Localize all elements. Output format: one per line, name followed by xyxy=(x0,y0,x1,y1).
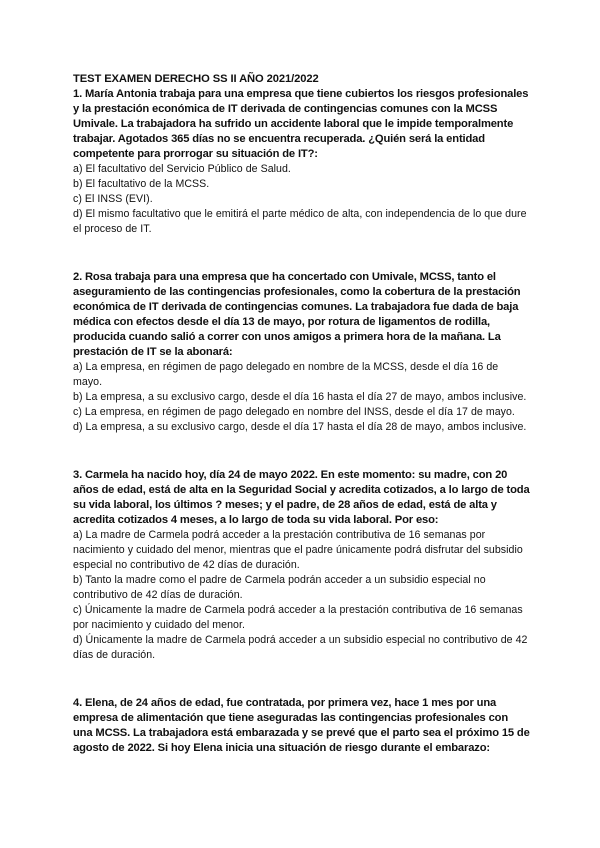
option-c: c) La empresa, en régimen de pago delegado en nombre del INSS, desde el día 17 de mayo. xyxy=(73,406,515,418)
option-b: b) El facultativo de la MCSS. xyxy=(73,178,210,190)
question-2 xyxy=(73,270,530,435)
option-c: c) El INSS (EVI). xyxy=(73,193,153,205)
question-text: 4. Elena, de 24 años de edad, fue contratada, por primera vez, hace 1 mes por una empresa de alimentación que tiene aseguradas las contingencias profesionales con una MCSS. La trabajadora está embarazada y se prevé que el parto sea el próximo 15 de agosto de 2022. Si hoy Elena inicia una situación de riesgo durante el embarazo: xyxy=(73,697,530,754)
option-d: d) El mismo facultativo que le emitirá el parte médico de alta, con independencia de lo que dure el proceso de IT. xyxy=(73,208,527,235)
option-b: b) La empresa, a su exclusivo cargo, desde el día 16 hasta el día 27 de mayo, ambos inclusive. xyxy=(73,391,527,403)
option-a: a) La empresa, en régimen de pago delegado en nombre de la MCSS, desde el día 16 de mayo. xyxy=(73,361,499,388)
exam-title: TEST EXAMEN DERECHO SS II AÑO 2021/2022 xyxy=(73,73,319,85)
option-a: a) La madre de Carmela podrá acceder a la prestación contributiva de 16 semanas por nacimiento y cuidado del menor, mientras que el padre únicamente podrá disfrutar del subsidio especial no contributivo de 42 días de duración. xyxy=(73,529,523,571)
question-text: 2. Rosa trabaja para una empresa que ha concertado con Umivale, MCSS, tanto el aseguramiento de las contingencias profesionales, como la cobertura de la prestación económica de IT derivada de contingencias comunes. La trabajadora fue dada de baja médica con efectos desde el día 13 de mayo, por rotura de ligamentos de rodilla, producida cuando salió a correr con unos amigos a primera hora de la mañana. La prestación de IT se la abonará: xyxy=(73,271,521,358)
question-text: 1. María Antonia trabaja para una empresa que tiene cubiertos los riesgos profesionales y la prestación económica de IT derivada de contingencias comunes con la MCSS Umivale. La trabajadora ha sufrido un accidente laboral que le impide temporalmente trabajar. Agotados 365 días no se encuentra recuperada. ¿Quién será la entidad competente para prorrogar su situación de IT?: xyxy=(73,88,529,160)
question-3 xyxy=(73,468,530,663)
option-d: d) Únicamente la madre de Carmela podrá acceder a un subsidio especial no contributivo de 42 días de duración. xyxy=(73,634,528,661)
option-d: d) La empresa, a su exclusivo cargo, desde el día 17 hasta el día 28 de mayo, ambos inclusive. xyxy=(73,421,527,433)
option-c: c) Únicamente la madre de Carmela podrá acceder a la prestación contributiva de 16 semanas por nacimiento y cuidado del menor. xyxy=(73,604,523,631)
question-4 xyxy=(73,696,530,756)
question-1 xyxy=(73,87,530,237)
option-a: a) El facultativo del Servicio Público de Salud. xyxy=(73,163,291,175)
question-text: 3. Carmela ha nacido hoy, día 24 de mayo 2022. En este momento: su madre, con 20 años de edad, está de alta en la Seguridad Social y acredita cotizados, a lo largo de toda su vida laboral, los últimos ? meses; y el padre, de 28 años de edad, está de alta y acredita cotizados 4 meses, a lo largo de toda su vida laboral. Por eso: xyxy=(73,469,530,526)
option-b: b) Tanto la madre como el padre de Carmela podrán acceder a un subsidio especial no contributivo de 42 días de duración. xyxy=(73,574,486,601)
